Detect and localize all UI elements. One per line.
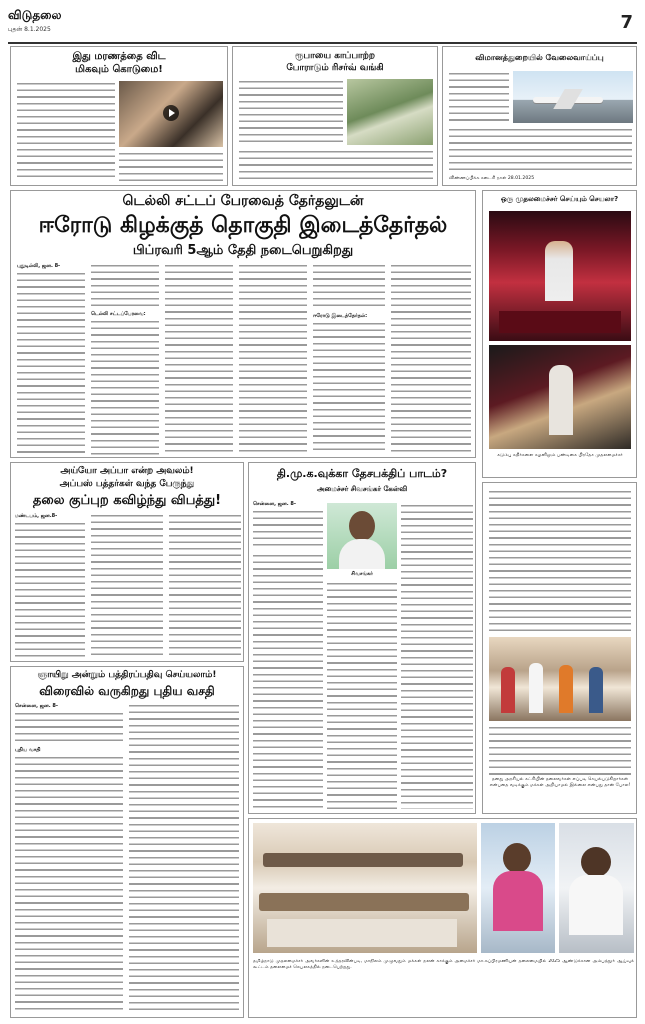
lead-col-2b bbox=[91, 319, 159, 455]
top3-airport-photo bbox=[513, 71, 633, 123]
right-top-story bbox=[482, 190, 637, 478]
lead-subhead-1: டெல்லி சட்டப்பேரவை: bbox=[91, 311, 146, 317]
top-col2 bbox=[232, 46, 438, 186]
right-lower-story bbox=[482, 482, 637, 814]
accident-headline-2: தலை குப்புற கவிழ்ந்து விபத்து! bbox=[32, 493, 222, 508]
right-top-photo-2 bbox=[489, 345, 631, 449]
lead-story bbox=[10, 190, 476, 458]
center-subhead: அமைச்சர் சிவசங்கர் கேள்வி bbox=[316, 485, 408, 493]
issue-date: புதன் 8.1.2025 bbox=[8, 26, 51, 33]
accident-headline-1: அப்பஸ் பத்தர்கள் வந்த பேருந்து bbox=[59, 479, 195, 489]
right-lower-body-1 bbox=[489, 489, 631, 633]
registration-col-1b bbox=[15, 755, 123, 1013]
masthead-rule bbox=[8, 42, 637, 44]
lead-headline: ஈரோடு கிழக்குத் தொகுதி இடைத்தேர்தல் bbox=[38, 213, 448, 238]
bus-accident-story bbox=[10, 462, 244, 662]
sivasankar-story bbox=[248, 462, 476, 814]
center-dateline: சென்னை, ஜன. 8- bbox=[253, 501, 296, 507]
meeting-photo bbox=[253, 823, 477, 953]
lead-col-4 bbox=[239, 263, 307, 455]
top2-body-2 bbox=[239, 149, 433, 183]
sivasankar-caption: சிவசங்கர் bbox=[351, 571, 373, 577]
registration-headline: விரைவில் வருகிறது புதிய வசதி bbox=[39, 684, 215, 698]
top-col1 bbox=[10, 46, 228, 186]
top-col3 bbox=[442, 46, 637, 186]
top1-body bbox=[17, 81, 115, 181]
masthead bbox=[8, 8, 637, 38]
top2-body bbox=[239, 79, 343, 147]
paper-name: விடுதலை bbox=[8, 8, 62, 22]
top1-photo bbox=[119, 81, 223, 147]
top3-body bbox=[449, 71, 509, 121]
lead-col-3 bbox=[165, 263, 233, 455]
right-lower-quote: தனது அரசியல் கட்சியின் தலைவர்கள் எப்படி செயல்படுகிறார்கள் என்பதை வடிக்கும் மக்கள் அறியாமல் இல்லை என்பது தான் போல! bbox=[489, 777, 631, 789]
center-col-1a bbox=[253, 509, 323, 549]
top2-headline-1: ரூபாயை காப்பாற்ற bbox=[294, 51, 375, 61]
lead-col-2 bbox=[91, 263, 159, 309]
right-lower-body-2 bbox=[489, 725, 631, 775]
top1-headline-2: மிகவும் கொடுமை! bbox=[75, 64, 163, 75]
bottom-caption: தமிழ்நாடு முதலமைச்சர் அவர்களின் உத்தரவின்படி, மாநிலம் முழுவதும் மக்கள் நலன் காக்கும் அமைச்சர் மா.சுப்பிரமணியன் தலைமையில் 2025 ஆண்டுக்கான அம்பத்தூர் ஆய்வுக் கூட்டம் தலைமைச் செயலகத்தில் நடைபெற்றது. bbox=[253, 959, 634, 971]
bottom-photo-story bbox=[248, 818, 637, 1018]
lead-kicker: டெல்லி சட்டப் பேரவைத் தேர்தலுடன் bbox=[122, 193, 364, 209]
lead-subhead: பிப்ரவரி 5ஆம் தேதி நடைபெறுகிறது bbox=[132, 243, 354, 258]
lead-col-5 bbox=[313, 263, 385, 311]
right-lower-photo bbox=[489, 637, 631, 721]
accident-col-3 bbox=[169, 513, 241, 659]
registration-col-2 bbox=[129, 703, 239, 1013]
lead-col-5b bbox=[313, 321, 385, 455]
center-col-2 bbox=[327, 581, 397, 809]
registration-story bbox=[10, 666, 244, 1018]
center-col-1b bbox=[253, 553, 323, 809]
center-headline: தி.மு.க.வுக்கா தேசபக்திப் பாடம்? bbox=[276, 467, 448, 480]
center-col-3 bbox=[401, 503, 473, 809]
lead-col-1 bbox=[17, 271, 85, 455]
top1-headline-1: இது மரணத்தை விட bbox=[72, 51, 166, 62]
accident-kicker: அய்யோ அப்பா என்ற அவலம்! bbox=[60, 466, 194, 476]
registration-subhead: புதிய வசதி bbox=[15, 747, 41, 753]
top2-currency-photo bbox=[347, 79, 433, 145]
minister-photo-1 bbox=[481, 823, 555, 953]
top3-deadline: விண்ணப்பிக்க கடைசி நாள் 28.01.2025 bbox=[449, 176, 535, 181]
lead-subhead-2: ஈரோடு இடைத்தேர்தல்: bbox=[313, 313, 368, 319]
lead-dateline: புதுடில்லி, ஜன. 8- bbox=[17, 263, 61, 269]
accident-col-2 bbox=[91, 513, 163, 659]
right-top-photo bbox=[489, 211, 631, 341]
registration-col-1a bbox=[15, 711, 123, 745]
top1-body-2 bbox=[119, 151, 223, 183]
top2-headline-2: போராடும் ரிசர்வ் வங்கி bbox=[286, 63, 384, 73]
top3-body-2 bbox=[449, 127, 632, 173]
registration-kicker: ஞாயிறு அன்றும் பத்திரப்பதிவு செய்யலாம்! bbox=[37, 670, 217, 680]
lead-col-6 bbox=[391, 263, 471, 455]
right-top-caption: கடும்பு கதிர்களை கழனிலும் பண்டிகை பிரதேச முதலமைச்சர் bbox=[497, 453, 623, 458]
minister-photo-2 bbox=[559, 823, 634, 953]
page-number: 7 bbox=[620, 12, 633, 33]
top3-headline: விமானத்துறையில் வேலைவாய்ப்பு bbox=[475, 53, 604, 62]
registration-dateline: சென்னை, ஜன. 8- bbox=[15, 703, 58, 709]
right-top-headline: ஒரு முதலமைச்சர் செய்யும் செயலா? bbox=[500, 195, 619, 203]
sivasankar-photo bbox=[327, 503, 397, 569]
accident-dateline: மண்டபம், ஜன.8- bbox=[15, 513, 58, 519]
accident-col-1 bbox=[15, 521, 85, 659]
